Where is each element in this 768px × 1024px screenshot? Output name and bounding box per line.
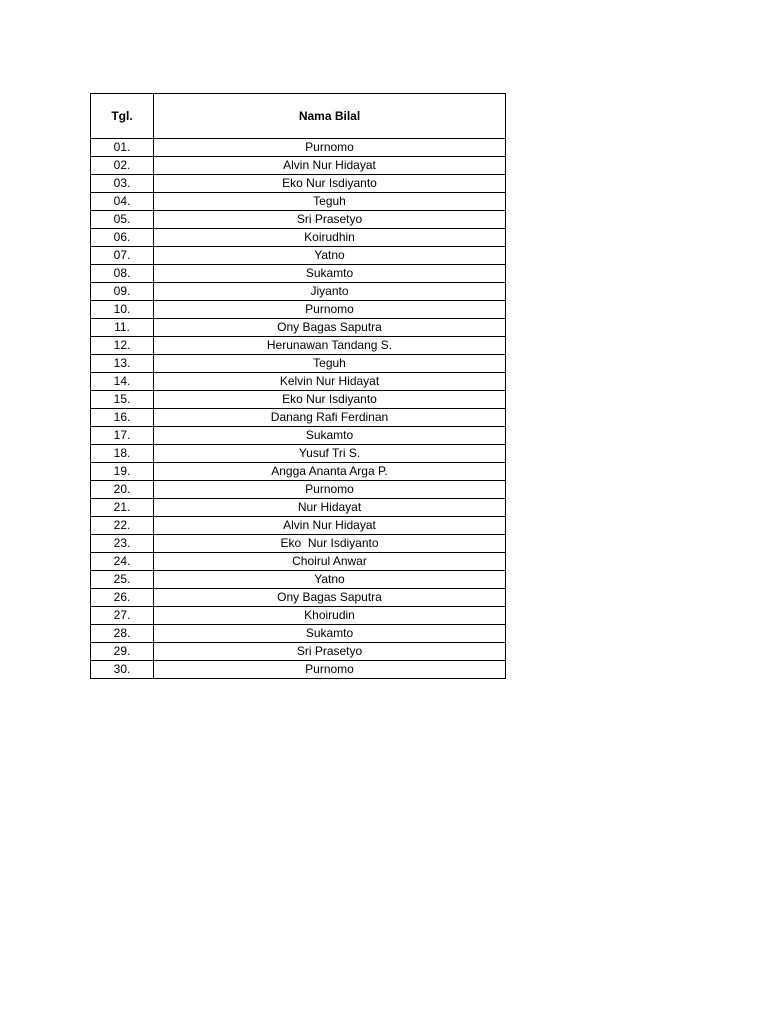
cell-name: Jiyanto [154, 283, 506, 301]
table-row [91, 175, 506, 193]
table-row [91, 319, 506, 337]
table-row [91, 373, 506, 391]
cell-date: 22. [91, 517, 154, 535]
cell-date: 29. [91, 643, 154, 661]
cell-date: 18. [91, 445, 154, 463]
cell-name: Yatno [154, 571, 506, 589]
cell-name: Yusuf Tri S. [154, 445, 506, 463]
cell-date: 11. [91, 319, 154, 337]
table-row [91, 139, 506, 157]
table-row [91, 571, 506, 589]
cell-name: Sukamto [154, 427, 506, 445]
table-row [91, 157, 506, 175]
cell-date: 30. [91, 661, 154, 679]
cell-name: Danang Rafi Ferdinan [154, 409, 506, 427]
cell-date: 01. [91, 139, 154, 157]
cell-date: 09. [91, 283, 154, 301]
table-row [91, 625, 506, 643]
cell-date: 13. [91, 355, 154, 373]
header-row [91, 94, 506, 139]
cell-date: 04. [91, 193, 154, 211]
table-row [91, 247, 506, 265]
table-row [91, 391, 506, 409]
table-header [91, 94, 506, 139]
table-row [91, 427, 506, 445]
cell-date: 24. [91, 553, 154, 571]
cell-date: 07. [91, 247, 154, 265]
cell-name: Purnomo [154, 661, 506, 679]
cell-name: Kelvin Nur Hidayat [154, 373, 506, 391]
cell-name: Teguh [154, 355, 506, 373]
bilal-schedule-table [90, 93, 506, 679]
cell-date: 02. [91, 157, 154, 175]
table-row [91, 535, 506, 553]
table-row [91, 265, 506, 283]
cell-date: 12. [91, 337, 154, 355]
cell-date: 21. [91, 499, 154, 517]
cell-name: Sri Prasetyo [154, 643, 506, 661]
table-row [91, 661, 506, 679]
table-row [91, 499, 506, 517]
cell-date: 28. [91, 625, 154, 643]
table-row [91, 193, 506, 211]
cell-name: Sri Prasetyo [154, 211, 506, 229]
table-row [91, 643, 506, 661]
cell-date: 03. [91, 175, 154, 193]
cell-name: Ony Bagas Saputra [154, 589, 506, 607]
cell-date: 19. [91, 463, 154, 481]
cell-date: 16. [91, 409, 154, 427]
cell-name: Ony Bagas Saputra [154, 319, 506, 337]
cell-name: Nur Hidayat [154, 499, 506, 517]
table-row [91, 355, 506, 373]
cell-name: Alvin Nur Hidayat [154, 157, 506, 175]
table-row [91, 445, 506, 463]
cell-name: Choirul Anwar [154, 553, 506, 571]
cell-name: Eko Nur Isdiyanto [154, 391, 506, 409]
cell-name: Sukamto [154, 265, 506, 283]
table-row [91, 283, 506, 301]
cell-name: Angga Ananta Arga P. [154, 463, 506, 481]
cell-date: 10. [91, 301, 154, 319]
header-name: Nama Bilal [154, 94, 506, 139]
cell-date: 15. [91, 391, 154, 409]
cell-name: Purnomo [154, 301, 506, 319]
table-row [91, 229, 506, 247]
table-body [91, 139, 506, 679]
table-row [91, 337, 506, 355]
table-row [91, 211, 506, 229]
cell-name: Koirudhin [154, 229, 506, 247]
cell-date: 20. [91, 481, 154, 499]
table-row [91, 607, 506, 625]
header-date: Tgl. [91, 94, 154, 139]
cell-name: Eko Nur Isdiyanto [154, 175, 506, 193]
table-row [91, 517, 506, 535]
cell-date: 08. [91, 265, 154, 283]
cell-name: Herunawan Tandang S. [154, 337, 506, 355]
cell-date: 14. [91, 373, 154, 391]
cell-date: 26. [91, 589, 154, 607]
cell-name: Purnomo [154, 481, 506, 499]
cell-date: 05. [91, 211, 154, 229]
cell-date: 25. [91, 571, 154, 589]
cell-name: Khoirudin [154, 607, 506, 625]
cell-name: Alvin Nur Hidayat [154, 517, 506, 535]
cell-date: 27. [91, 607, 154, 625]
table-row [91, 301, 506, 319]
cell-date: 06. [91, 229, 154, 247]
cell-name: Purnomo [154, 139, 506, 157]
table-row [91, 463, 506, 481]
cell-name: Teguh [154, 193, 506, 211]
cell-date: 23. [91, 535, 154, 553]
table-row [91, 589, 506, 607]
cell-date: 17. [91, 427, 154, 445]
cell-name: Sukamto [154, 625, 506, 643]
table-row [91, 553, 506, 571]
table-row [91, 481, 506, 499]
cell-name: Eko Nur Isdiyanto [154, 535, 506, 553]
table-row [91, 409, 506, 427]
cell-name: Yatno [154, 247, 506, 265]
